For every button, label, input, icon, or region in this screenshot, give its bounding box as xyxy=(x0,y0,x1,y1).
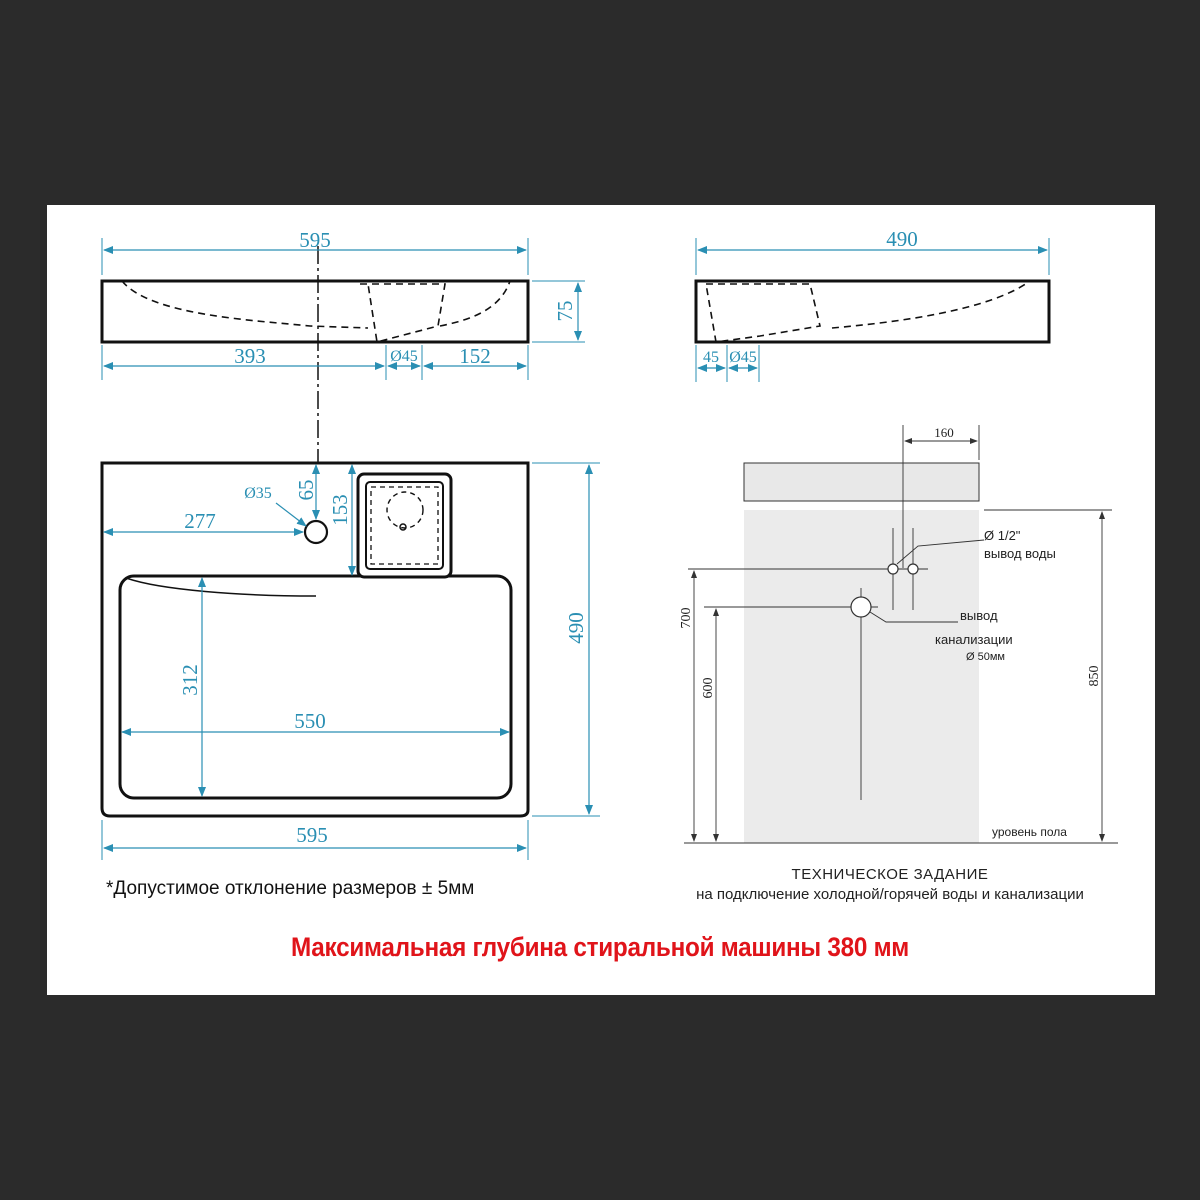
connection-offset-label: 160 xyxy=(934,425,954,440)
total-height-label: 850 xyxy=(1087,665,1102,687)
top-depth-label: 490 xyxy=(564,612,588,644)
top-view xyxy=(102,463,600,860)
tech-task-title: ТЕХНИЧЕСКОЕ ЗАДАНИЕ xyxy=(791,866,989,883)
water-height-label: 700 xyxy=(679,607,694,629)
front-right-offset-label: 152 xyxy=(459,344,491,368)
sewer-outlet-diameter: Ø 50мм xyxy=(966,651,1005,663)
overflow-depth-label: 153 xyxy=(328,494,352,526)
front-left-offset-label: 393 xyxy=(234,344,266,368)
max-depth-warning: Максимальная глубина стиральной машины 380 мм xyxy=(291,932,909,962)
water-outlet-label: вывод воды xyxy=(984,546,1056,561)
tolerance-note: *Допустимое отклонение размеров ± 5мм xyxy=(106,878,475,899)
side-drain-offset-label: 45 xyxy=(703,349,719,366)
tap-left-label: 277 xyxy=(184,509,216,533)
front-height-label: 75 xyxy=(553,300,577,322)
sewer-outlet-label-2: канализации xyxy=(935,632,1013,647)
front-drain-diameter-label: Ø45 xyxy=(390,348,418,365)
front-width-label: 595 xyxy=(299,228,331,252)
connection-scheme xyxy=(679,425,1118,843)
side-view xyxy=(696,227,1049,382)
water-outlet-diameter: Ø 1/2" xyxy=(984,528,1021,543)
floor-level-label: уровень пола xyxy=(992,825,1067,839)
tap-back-label: 65 xyxy=(294,479,318,501)
sewer-height-label: 600 xyxy=(701,677,716,699)
tech-task-subtitle: на подключение холодной/горячей воды и канализации xyxy=(696,886,1084,903)
side-drain-diameter-label: Ø45 xyxy=(729,349,757,366)
tap-diameter-label: Ø35 xyxy=(244,485,272,502)
side-depth-label: 490 xyxy=(886,227,918,251)
bowl-depth-label: 312 xyxy=(178,664,202,696)
top-width-label: 595 xyxy=(296,823,328,847)
sewer-outlet-label: вывод xyxy=(960,608,998,623)
bowl-width-label: 550 xyxy=(294,709,326,733)
